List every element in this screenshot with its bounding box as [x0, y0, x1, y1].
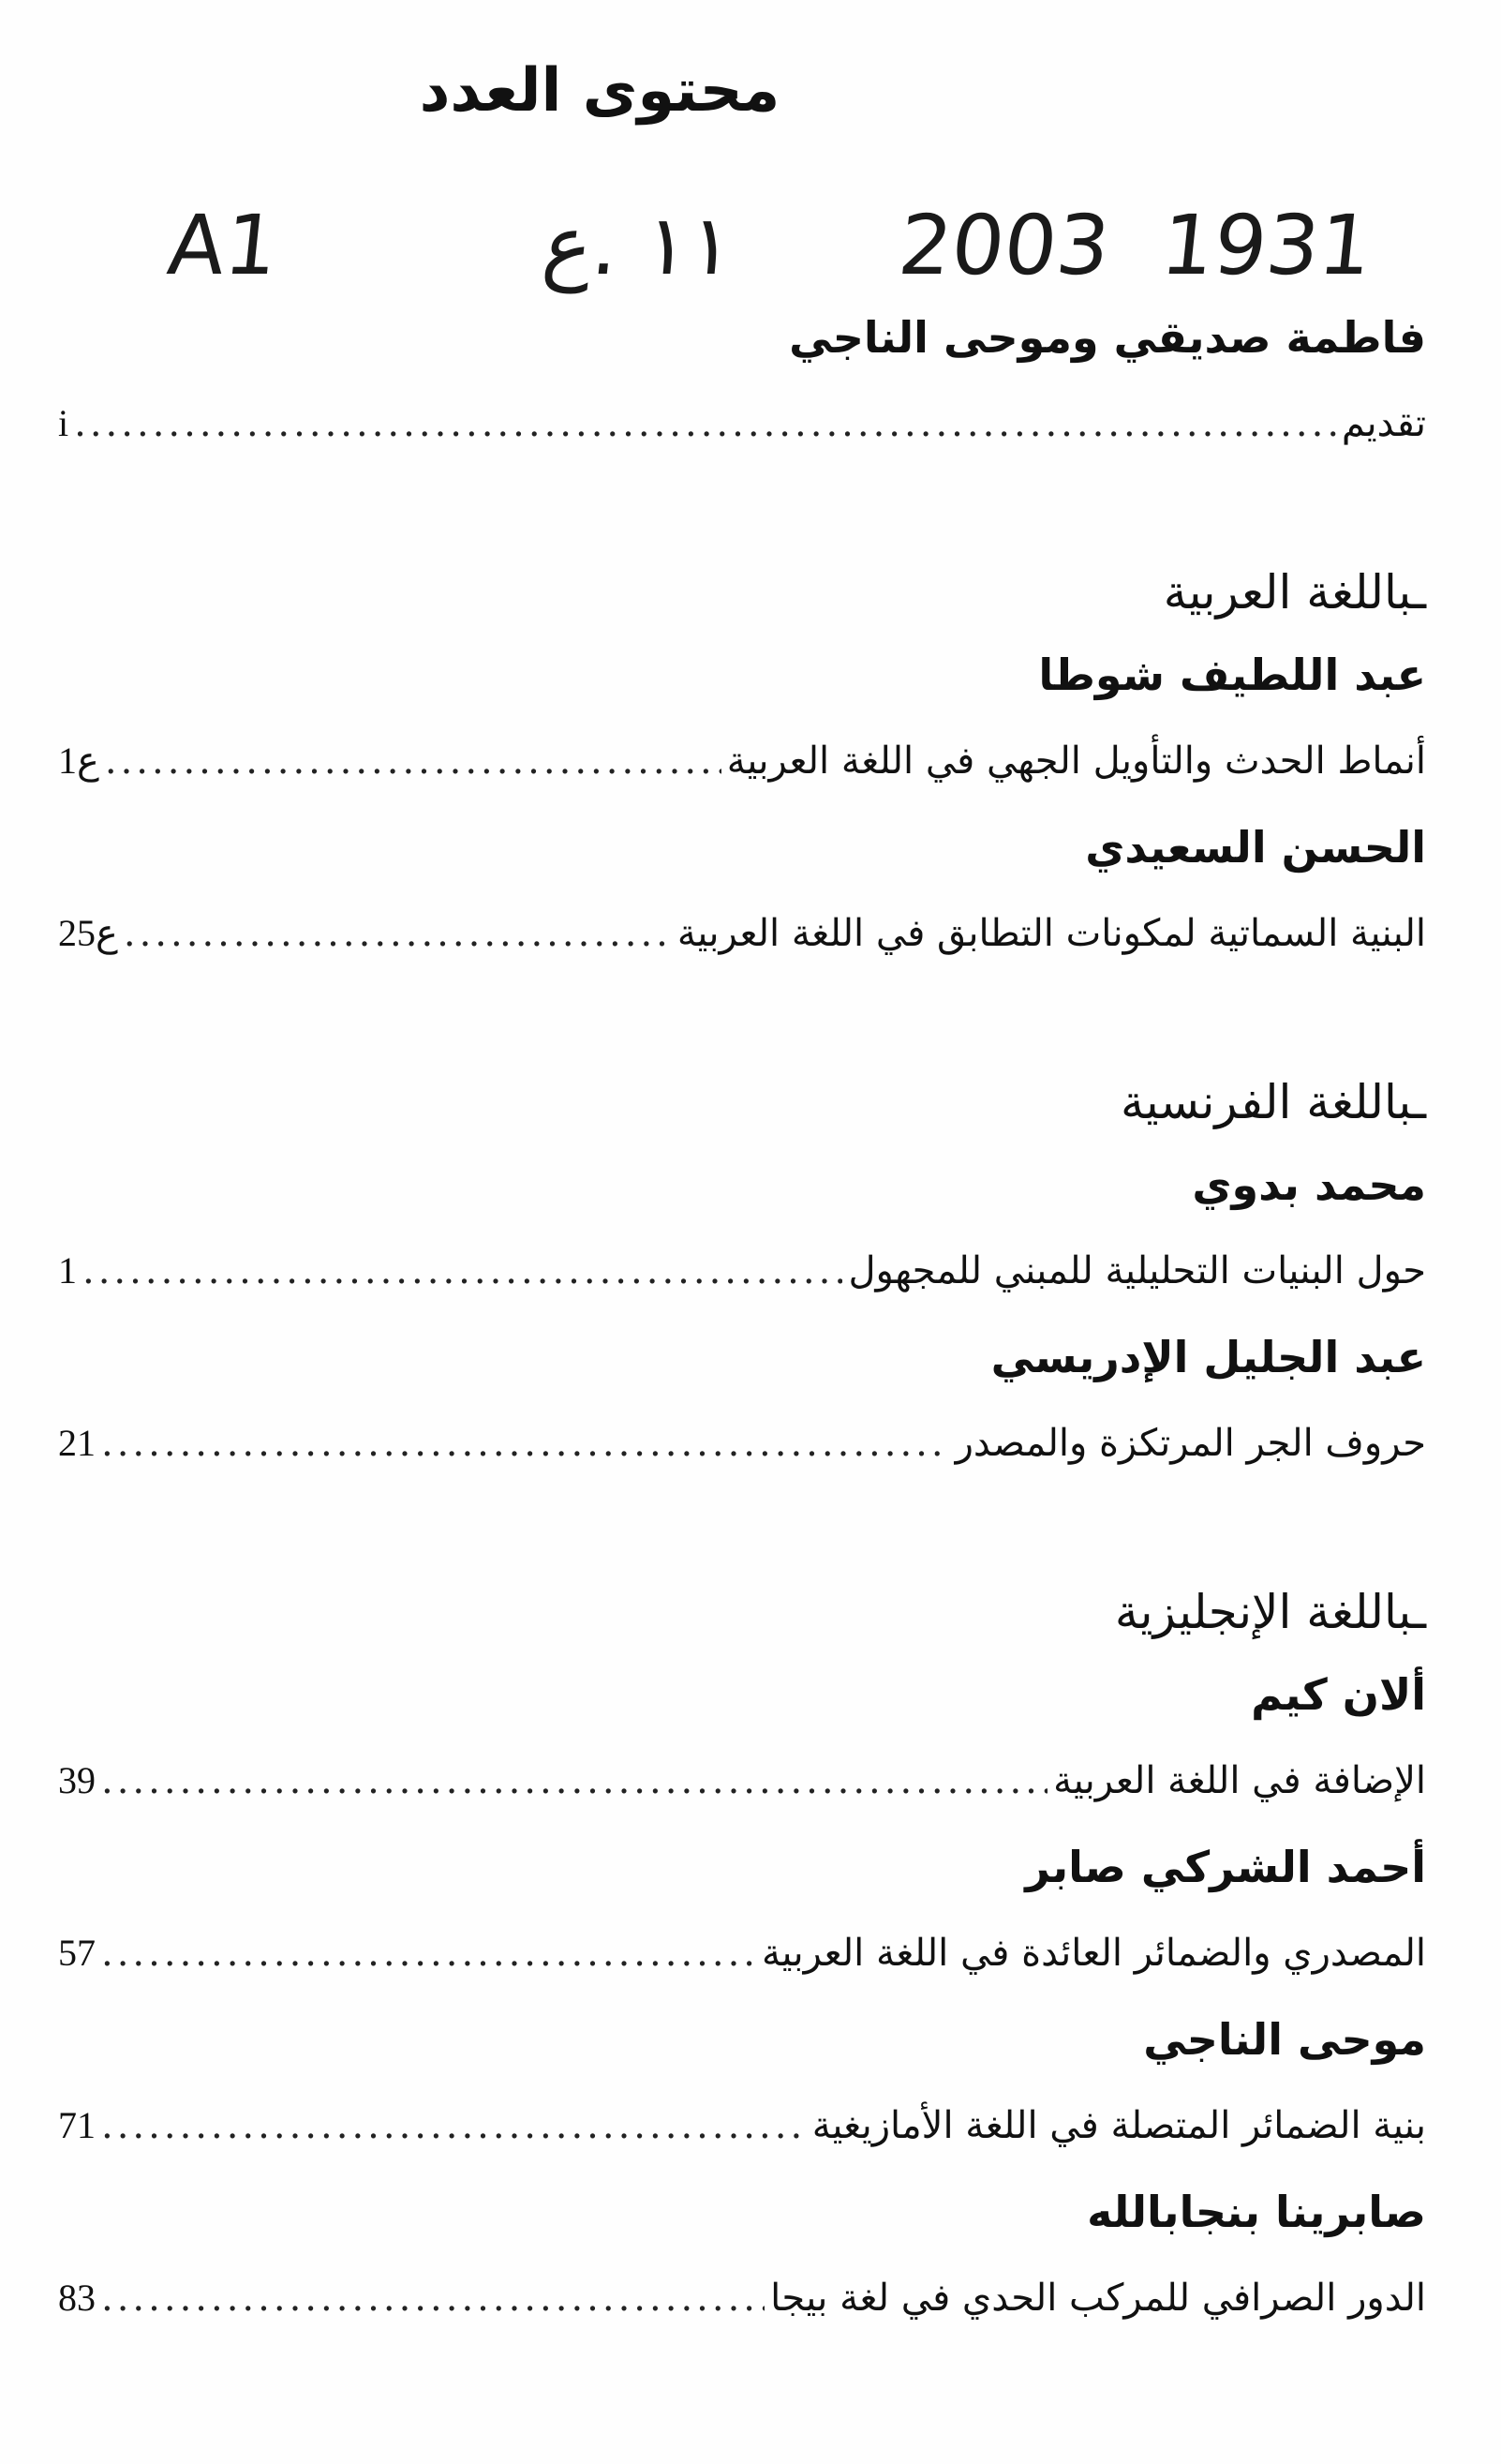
page-title: محتوى العدد [419, 56, 780, 126]
author-name: صابرينا بنجابالله [1087, 2187, 1426, 2237]
toc-entry [58, 714, 1426, 808]
toc-entry [58, 377, 1426, 470]
page-number: 83 [58, 2277, 96, 2319]
entry-title: حروف الجر المرتكزة والمصدر [955, 1422, 1426, 1465]
section-heading: ـباللغة العربية [1163, 565, 1426, 620]
dot-leader [105, 714, 721, 808]
entry-title: البنية السماتية لمكونات التطابق في اللغة العربية [676, 912, 1426, 955]
dot-leader [82, 1224, 842, 1318]
dot-leader [101, 1906, 756, 2000]
intro-block [58, 298, 1426, 470]
section-heading: ـباللغة الفرنسية [1120, 1075, 1426, 1129]
author-name: عبد اللطيف شوطا [1038, 650, 1426, 700]
entry-title: حول البنيات التحليلية للمبني للمجهول [848, 1249, 1426, 1292]
table-of-contents [58, 298, 1426, 2345]
page-number: 1 [58, 1249, 77, 1292]
section-arabic [58, 549, 1426, 980]
page-number: 57 [58, 1932, 96, 1974]
author-name: أحمد الشركي صابر [1025, 1842, 1426, 1892]
entry-title: الدور الصرافي للمركب الحدي في لغة بيجا [770, 2277, 1426, 2320]
author-name: عبد الجليل الإدريسي [990, 1332, 1426, 1382]
toc-entry [58, 1906, 1426, 2000]
entry-title: المصدري والضمائر العائدة في اللغة العربية [761, 1932, 1426, 1975]
author-name: ألان كيم [1251, 1669, 1426, 1720]
author-name: الحسن السعيدي [1085, 822, 1426, 873]
section-english [58, 1569, 1426, 2345]
page-number: 71 [58, 2104, 96, 2146]
page-number: ع25 [58, 912, 118, 954]
handwritten-note: 2003 [894, 197, 1115, 293]
toc-entry [58, 1224, 1426, 1318]
toc-entry [58, 1396, 1426, 1490]
entry-title: بنية الضمائر المتصلة في اللغة الأمازيغية [811, 2104, 1426, 2147]
dot-leader [101, 2079, 807, 2173]
toc-entry [58, 887, 1426, 980]
dot-leader [101, 1396, 950, 1490]
handwritten-note: 1931 [1156, 197, 1377, 293]
dot-leader [101, 1734, 1048, 1828]
handwritten-note: A1 [163, 197, 283, 293]
toc-entry [58, 1734, 1426, 1828]
handwritten-annotation [163, 197, 1387, 300]
author-name: موحى الناجي [1143, 2014, 1426, 2065]
entry-title: الإضافة في اللغة العربية [1053, 1759, 1426, 1802]
dot-leader [101, 2251, 765, 2345]
dot-leader [124, 887, 672, 980]
author-name: محمد بدوي [1192, 1159, 1426, 1210]
page-number: ع1 [58, 739, 99, 782]
section-french [58, 1059, 1426, 1490]
toc-entry [58, 2251, 1426, 2345]
page-number: 39 [58, 1759, 96, 1801]
author-name: فاطمة صديقي وموحى الناجي [789, 312, 1426, 363]
page-number: i [58, 402, 69, 444]
entry-title: تقديم [1341, 402, 1426, 445]
handwritten-note: ١١ .ع [538, 197, 739, 293]
page-number: 21 [58, 1422, 96, 1464]
toc-entry [58, 2079, 1426, 2173]
section-heading: ـباللغة الإنجليزية [1114, 1585, 1426, 1639]
dot-leader [74, 377, 1336, 470]
entry-title: أنماط الحدث والتأويل الجهي في اللغة العربية [726, 739, 1426, 783]
